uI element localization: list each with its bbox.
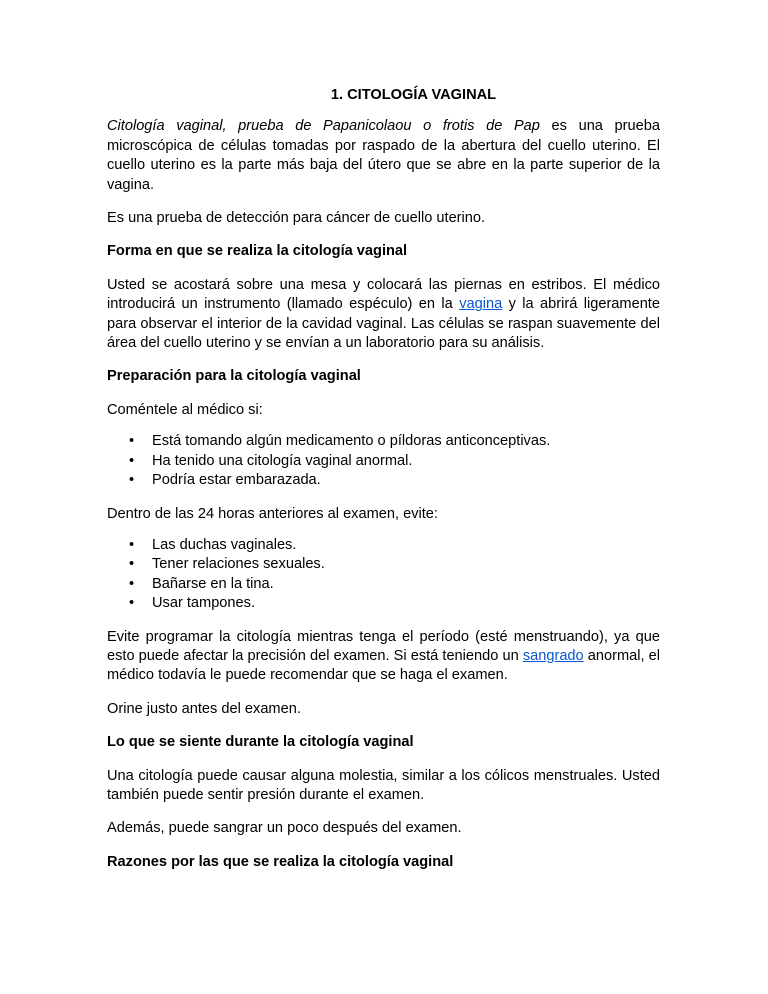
- tell-doctor-intro: Coméntele al médico si:: [107, 401, 263, 418]
- feeling-paragraph: Una citología puede causar alguna molestia, similar a los cólicos menstruales. Usted también puede sentir presión durante el examen.: [107, 767, 660, 803]
- procedure-text-b: y la abrirá ligeramente para observar el interior de la cavidad vaginal. Las células se raspan suavemente del área del cuello uterino y se envían a un laboratorio para su análisis.: [107, 296, 660, 352]
- detection-paragraph: Es una prueba de detección para cáncer de cuello uterino.: [107, 210, 486, 227]
- period-text-b: anormal, el médico todavía le puede recomendar que se haga el examen.: [107, 647, 660, 684]
- vagina-link[interactable]: vagina: [459, 296, 503, 313]
- bleeding-link[interactable]: sangrado: [522, 647, 584, 664]
- list-item: • Está tomando algún medicamento o píldoras anticonceptivas.: [107, 432, 660, 451]
- section-heading-reasons: Razones por las que se realiza la citología vaginal: [107, 853, 454, 870]
- period-text-a: Evite programar la citología mientras tenga el período (esté menstruando), ya que esto puede afectar la precisión del examen. Si está teniendo un: [107, 628, 660, 664]
- procedure-text-a: Usted se acostará sobre una mesa y colocará las piernas en estribos. El médico introducirá un instrumento (llamado espéculo) en la: [107, 276, 660, 313]
- list-item: • Usar tampones.: [107, 594, 660, 613]
- list-item: • Podría estar embarazada.: [107, 471, 660, 490]
- list-item: • Las duchas vaginales.: [107, 536, 660, 555]
- avoid-intro: Dentro de las 24 horas anteriores al examen, evite:: [107, 505, 438, 522]
- section-heading-procedure: Forma en que se realiza la citología vaginal: [107, 243, 408, 260]
- section-heading-feeling: Lo que se siente durante la citología vaginal: [107, 734, 414, 751]
- intro-text: es una prueba microscópica de células tomadas por raspado de la abertura del cuello uterino. El cuello uterino es la parte más baja del útero que se abre en la parte superior de la vagina.: [107, 118, 660, 193]
- period-paragraph: [107, 628, 660, 686]
- list-item: • Bañarse en la tina.: [107, 575, 660, 594]
- intro-italic-terms: Citología vaginal, prueba de Papanicolaou o frotis de Pap: [107, 118, 540, 135]
- procedure-paragraph: [107, 276, 660, 354]
- avoid-list: [107, 536, 660, 614]
- urinate-paragraph: Orine justo antes del examen.: [107, 700, 301, 717]
- tell-doctor-list: [107, 432, 660, 490]
- intro-paragraph: [107, 117, 660, 195]
- list-item: • Ha tenido una citología vaginal anormal.: [107, 452, 660, 471]
- section-heading-preparation: Preparación para la citología vaginal: [107, 368, 361, 385]
- bleeding-paragraph: Además, puede sangrar un poco después del examen.: [107, 820, 462, 837]
- list-item: • Tener relaciones sexuales.: [107, 555, 660, 574]
- document-title: 1. CITOLOGÍA VAGINAL: [330, 87, 497, 103]
